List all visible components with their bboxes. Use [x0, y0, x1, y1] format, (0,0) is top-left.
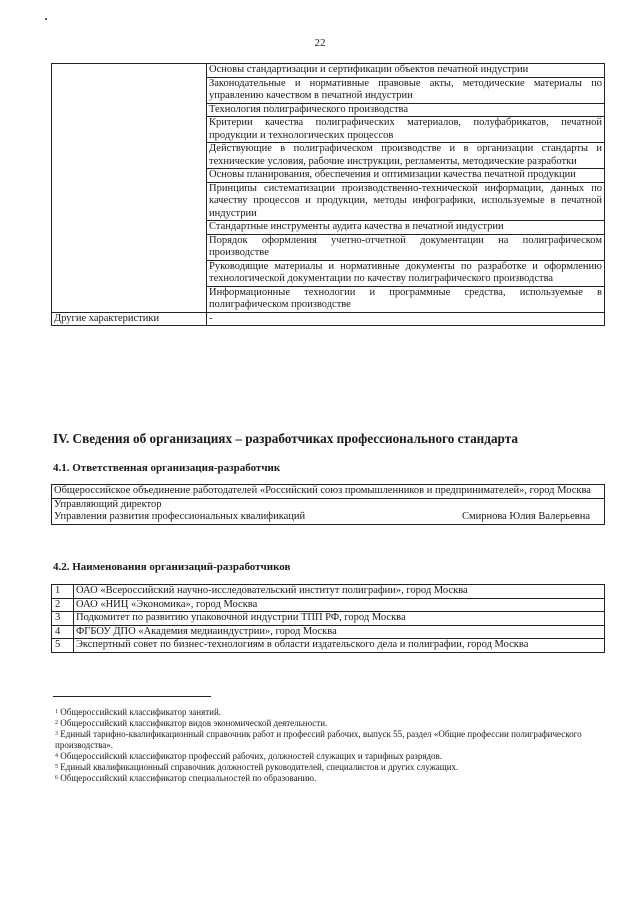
row-number: 2 [52, 598, 74, 612]
table-row [52, 639, 605, 653]
table-row [52, 585, 605, 599]
footnote [55, 707, 610, 718]
signatory-department: Управления развития профессиональных квалификаций [54, 511, 306, 522]
signatory-person: Смирнова Юлия Валерьевна [461, 511, 590, 522]
knowledge-item: Основы планирования, обеспечения и оптимизации качества печатной продукции [207, 169, 605, 183]
table-row [52, 64, 605, 78]
table-row [52, 312, 605, 326]
table-row [52, 612, 605, 626]
developer-orgs-table [51, 584, 605, 653]
table-row [52, 625, 605, 639]
footnote [55, 718, 610, 729]
footnote-mark: 6 [55, 775, 58, 781]
required-knowledge-table [51, 63, 605, 326]
knowledge-item: Критерии качества полиграфических материалов, полуфабрикатов, печатной продукции и технологических процессов [207, 117, 605, 143]
knowledge-item: Законодательные и нормативные правовые акты, методические материалы по управлению качеством в печатной индустрии [207, 77, 605, 103]
table-row [52, 598, 605, 612]
footnote-text: Единый тарифно-квалификационный справочник работ и профессий рабочих, выпуск 55, раздел «Общие профессии полиграфического производства». [55, 729, 582, 750]
section-title: IV. Сведения об организациях – разработчиках профессионального стандарта [53, 431, 518, 446]
signatory-row [54, 511, 602, 524]
footnote-text: Единый квалификационный справочник должностей руководителей, специалистов и других служащих. [60, 762, 459, 772]
developers-heading: 4.2. Наименования организаций-разработчиков [53, 561, 291, 573]
footnote-text: Общероссийский классификатор специальностей по образованию. [60, 773, 317, 783]
knowledge-item: Порядок оформления учетно-отчетной документации на полиграфическом производстве [207, 234, 605, 260]
row-number: 5 [52, 639, 74, 653]
footnote [55, 773, 610, 784]
developer-org-name: ОАО «НИЦ «Экономика», город Москва [74, 598, 605, 612]
other-characteristics-label: Другие характеристики [52, 312, 207, 326]
table-row [52, 485, 605, 499]
footnote-text: Общероссийский классификатор занятий. [60, 707, 222, 717]
knowledge-item: Принципы систематизации производственно-технической информации, данных по качеству процессов и продукции, методы инфографики, используемые в печатной индустрии [207, 182, 605, 221]
signatory-position: Управляющий директор [54, 498, 162, 510]
knowledge-item: Действующие в полиграфическом производстве и в организации стандарты и технические условия, рабочие инструкции, регламенты, методические разработки [207, 143, 605, 169]
footnote-mark: 3 [55, 731, 58, 737]
developer-org-name: ОАО «Всероссийский научно-исследовательский институт полиграфии», город Москва [74, 585, 605, 599]
row-number: 3 [52, 612, 74, 626]
knowledge-label-cell [52, 64, 207, 313]
signatory-cell [52, 498, 605, 524]
responsible-org-table [51, 484, 605, 525]
knowledge-item: Руководящие материалы и нормативные документы по разработке и оформлению технологической документации по качеству полиграфического производства [207, 260, 605, 286]
knowledge-item: Основы стандартизации и сертификации объектов печатной индустрии [207, 64, 605, 78]
knowledge-item: Информационные технологии и программные средства, используемые в полиграфическом производстве [207, 286, 605, 312]
responsible-org-name: Общероссийское объединение работодателей «Российский союз промышленников и предпринимателей», город Москва [52, 485, 605, 499]
footnote-mark: 2 [55, 720, 58, 726]
developer-org-name: Подкомитет по развитию упаковочной индустрии ТПП РФ, город Москва [74, 612, 605, 626]
footnotes [55, 707, 610, 784]
footnote [55, 762, 610, 773]
scan-speck [45, 18, 47, 20]
knowledge-item: Стандартные инструменты аудита качества в печатной индустрии [207, 221, 605, 235]
row-number: 4 [52, 625, 74, 639]
footnote-text: Общероссийский классификатор видов экономической деятельности. [60, 718, 328, 728]
footnote [55, 729, 610, 751]
other-characteristics-value: - [207, 312, 605, 326]
footnote-separator [53, 696, 211, 697]
developer-org-name: ФГБОУ ДПО «Академия медиаиндустрии», город Москва [74, 625, 605, 639]
footnote-mark: 5 [55, 764, 58, 770]
knowledge-item: Технология полиграфического производства [207, 103, 605, 117]
row-number: 1 [52, 585, 74, 599]
footnote-mark: 4 [55, 753, 58, 759]
footnote [55, 751, 610, 762]
responsible-org-heading: 4.1. Ответственная организация-разработчик [53, 462, 281, 474]
developer-org-name: Экспертный совет по бизнес-технологиям в области издательского дела и полиграфии, город Москва [74, 639, 605, 653]
footnote-mark: 1 [55, 709, 58, 715]
page-number: 22 [314, 37, 326, 49]
table-row [52, 498, 605, 524]
footnote-text: Общероссийский классификатор профессий рабочих, должностей служащих и тарифных разрядов. [60, 751, 443, 761]
